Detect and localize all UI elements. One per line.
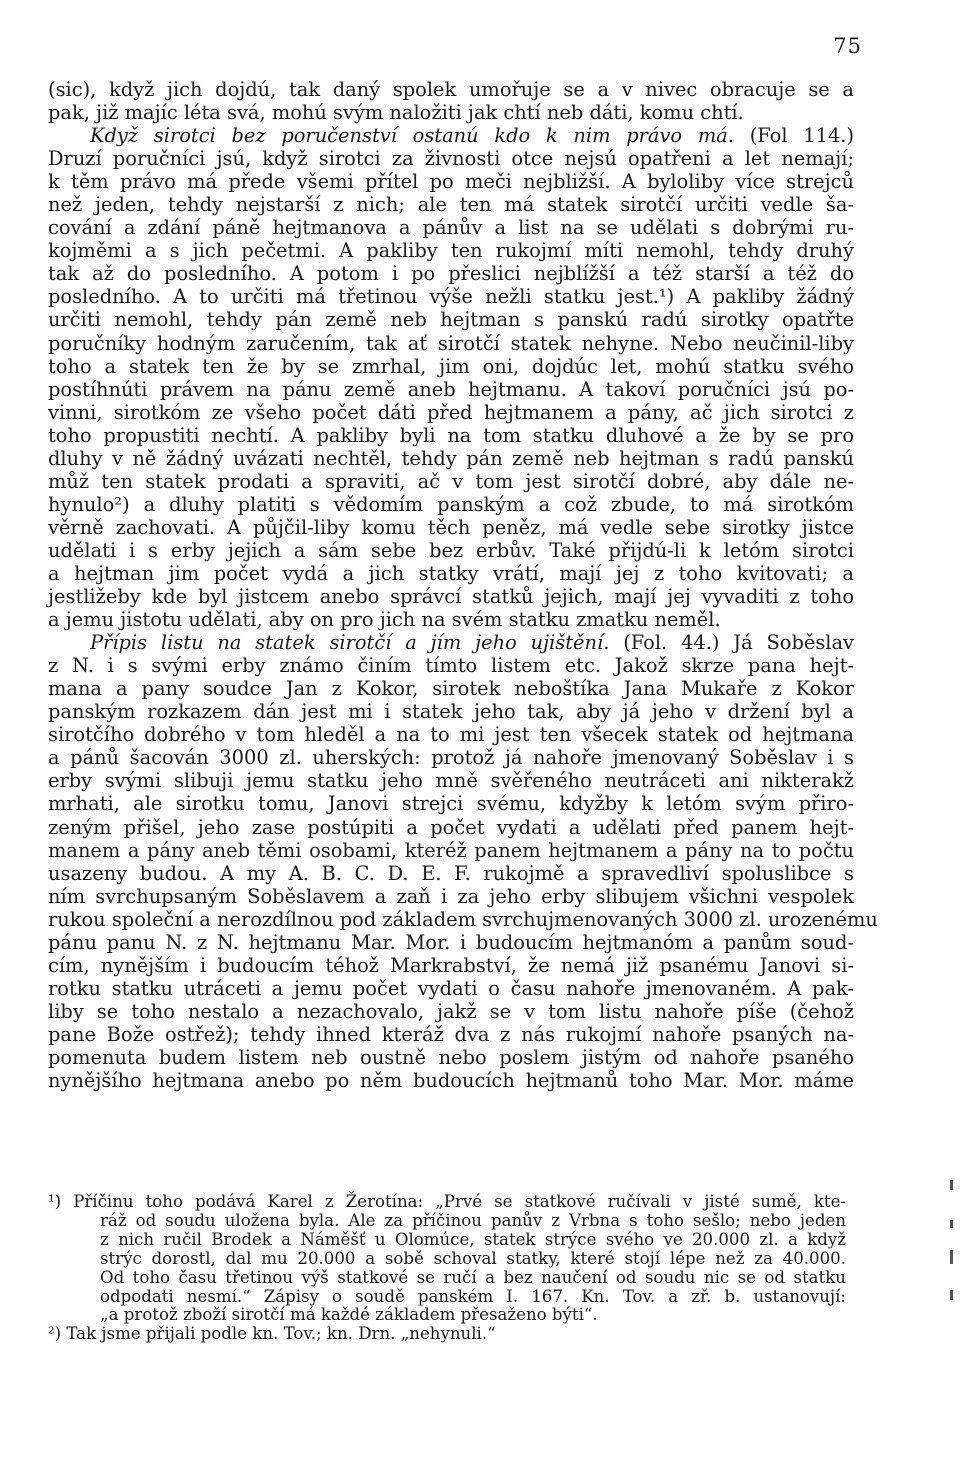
- text-line: (sic), když jich dojdú, tak daný spolek umořuje se a v nivec obracuje se a: [48, 78, 854, 101]
- text-line: pomenuta budem listem neb oustně nebo poslem jistým od nahoře psaného: [48, 1045, 854, 1069]
- text-line: nynějšího hejtmana anebo po něm budoucích hejtmanů toho Mar. Mor. máme: [48, 1069, 854, 1093]
- text-line: Druzí poručníci jsú, když sirotci za živnosti otce nejsú opatřeni a let nemají;: [48, 147, 854, 171]
- footnote-line: ráž od soudu uložena byla. Ale za příčinou panův z Vrbna s toho sešlo; nebo jeden: [100, 1210, 846, 1230]
- footnote-line: strýc dorostl, dal mu 20.000 a sobě schoval statky, které stojí lépe než za 40.000.: [100, 1248, 846, 1268]
- text-line: posledního. A to určiti má třetinou výše nežli statku jest.¹) A pakliby žádný: [48, 285, 854, 309]
- text-line: panským rozkazem dán jest mi i statek jeho tak, aby já jeho v držení byl a: [48, 700, 854, 724]
- text-line: pánu panu N. z N. hejtmanu Mar. Mor. i budoucím hejtmanóm a panům soud-: [48, 930, 854, 954]
- text-line: k těm právo má přede všemi přítel po meči nejbližší. A byloliby více strejců: [48, 170, 854, 194]
- text-line: kojměmi a s jich pečetmi. A pakliby ten rukojmí míti nemohl, tehdy druhý: [48, 239, 854, 263]
- text-line: věrně zachovati. A půjčil-liby komu těch peněz, má vedle sebe sirotky jistce: [48, 515, 854, 539]
- text-line: erby svými slibuji jemu statku jeho mně svěřeného neutráceti ani nikterakž: [48, 769, 854, 793]
- footnote-line: z nich ručil Brodek a Náměšť u Olomúce, statek strýce svého ve 20.000 zl. a když: [100, 1229, 846, 1249]
- text-line: liby se toho nestalo a nezachovalo, jakž se v tom listu nahoře píše (čehož: [48, 999, 854, 1023]
- text-line: rotku statku utráceti a jemu počet vydati o času nahoře jmenovaném. A pak-: [48, 976, 854, 1000]
- text-line: můž ten statek prodati a spraviti, ač v tom jest sirotčí dobré, aby dále ne-: [48, 469, 854, 493]
- footnote-line: odpodati nesmí.“ Zápisy o soudě panském I. 167. Kn. Tov. a zř. b. ustanovují:: [100, 1286, 846, 1306]
- text-line: pak, již majíc léta svá, mohú svým naložiti jak chtí neb dáti, komu chtí.: [48, 101, 744, 125]
- text-line: poručníky hodným zaručením, tak ať sirotčí statek nehyne. Nebo neučinil-liby: [48, 331, 854, 355]
- text-line: postíhnúti právem na pánu země aneb hejtmanu. A takoví poručníci jsú po-: [48, 377, 854, 401]
- text-line: určiti nemohl, tehdy pán země neb hejtman s panskú radú sirotky opatřte: [48, 308, 854, 332]
- text-line: mrhati, ale sirotku tomu, Janovi strejci svému, kdyžby k letóm svým přiro-: [48, 792, 854, 816]
- text-line: cím, nynějším i budoucím téhož Markrabství, že nemá již psanému Janovi si-: [48, 953, 854, 977]
- text-line: než jeden, tehdy nejstarší z nich; ale ten má statek sirotčí určiti vedle ša-: [48, 193, 854, 217]
- text-line: manem a pány aneb těmi osobami, kteréž panem hejtmanem a pány na to počtu: [48, 838, 854, 862]
- text-line: a jemu jistotu udělati, aby on pro jich na svém statku zmatku neměl.: [48, 608, 721, 632]
- text-line: z N. i s svými erby známo činím tímto listem etc. Jakož skrze pana hejt-: [48, 654, 854, 678]
- text-line: udělati i s erby jejich a sám sebe bez erbův. Také přijdú-li k letóm sirotci: [48, 538, 854, 562]
- text-line: sirotčího dobrého v tom hleděl a na to mi jest ten všecek statek od hejtmana: [48, 723, 854, 747]
- heading-folio-ref: (Fol. 44.) Já Soběslav: [609, 631, 854, 655]
- text-line: cování a zdání páně hejtmanova a pánův a list na se udělati s dobrými ru-: [48, 216, 854, 240]
- text-line: a hejtman jim počet vydá a jich statky vrátí, mají jej z toho kvitovati; a: [48, 561, 854, 585]
- footnote-line: Od toho času třetinou výš statkové se ručí a bez naučení od soudu nic se od statku: [100, 1267, 846, 1287]
- text-line: mana a pany soudce Jan z Kokor, sirotek neboštíka Jana Mukaře z Kokor: [48, 677, 854, 701]
- text-line: zeným přišel, jeho zase postúpiti a počet vydati a udělati před panem hejt-: [48, 815, 854, 839]
- footnote-line: ¹) Příčinu toho podává Karel z Žerotína: „Prvé se statkové ručívali v jisté sumě, kte-: [48, 1192, 846, 1211]
- footnote-line: ²) Tak jsme přijali podle kn. Tov.; kn. Drn. „nehynuli.“: [48, 1324, 496, 1344]
- italic-heading: Přípis listu na statek sirotčí a jím jeho ujištění.: [90, 631, 610, 655]
- main-text-block: [48, 78, 878, 1093]
- heading-folio-ref: (Fol 114.): [733, 124, 855, 148]
- text-line: toho propustiti nechtí. A pakliby byli na tom statku dluhové a že by se pro: [48, 423, 854, 447]
- text-line: ním svrchupsaným Soběslavem a zaň i za jeho erby slibujem všichni vespolek: [48, 884, 854, 908]
- text-line: pane Bože ostřež); tehdy ihned kteráž dva z nás rukojmí nahoře psaných na-: [48, 1022, 854, 1046]
- scan-edge-marks: [950, 1180, 956, 1340]
- text-line: usazeny budou. A my A. B. C. D. E. F. rukojmě a spravedliví spoluslibce s: [48, 861, 854, 885]
- page-number: 75: [833, 34, 862, 58]
- footnote-line: „a protož zboží sirotčí má každé základem přesaženo býti“.: [100, 1305, 598, 1325]
- text-line: tak až do posledního. A potom i po přeslici nejblížší a též starší a též do: [48, 262, 854, 286]
- footnotes-block: [48, 1193, 846, 1344]
- text-line: hynulo²) a dluhy platiti s vědomím panským a což zbude, to má sirotkóm: [48, 492, 854, 516]
- text-line: vinni, sirotkóm ze všeho počet dáti před hejtmanem a pány, ač jich sirotci z: [48, 400, 854, 424]
- text-line: toho a statek ten že by se zmrhal, jim oni, dojdúc let, mohú statku svého: [48, 354, 854, 378]
- text-line: jestližeby kde byl jistcem anebo správcí statků jejich, mají jej vyvaditi z toho: [48, 585, 854, 609]
- section-heading-line: [48, 631, 854, 654]
- section-heading-line: [48, 124, 854, 147]
- text-line: a pánů šacován 3000 zl. uherských: protož já nahoře jmenovaný Soběslav i s: [48, 746, 854, 770]
- text-line: dluhy v ně žádný uvázati nechtěl, tehdy pán země neb hejtman s radú panskú: [48, 446, 854, 470]
- text-line: rukou společní a nerozdílnou pod základem svrchujmenovaných 3000 zl. urozenému: [48, 907, 878, 931]
- italic-heading: Když sirotci bez poručenství ostanú kdo k nim právo má.: [90, 124, 734, 148]
